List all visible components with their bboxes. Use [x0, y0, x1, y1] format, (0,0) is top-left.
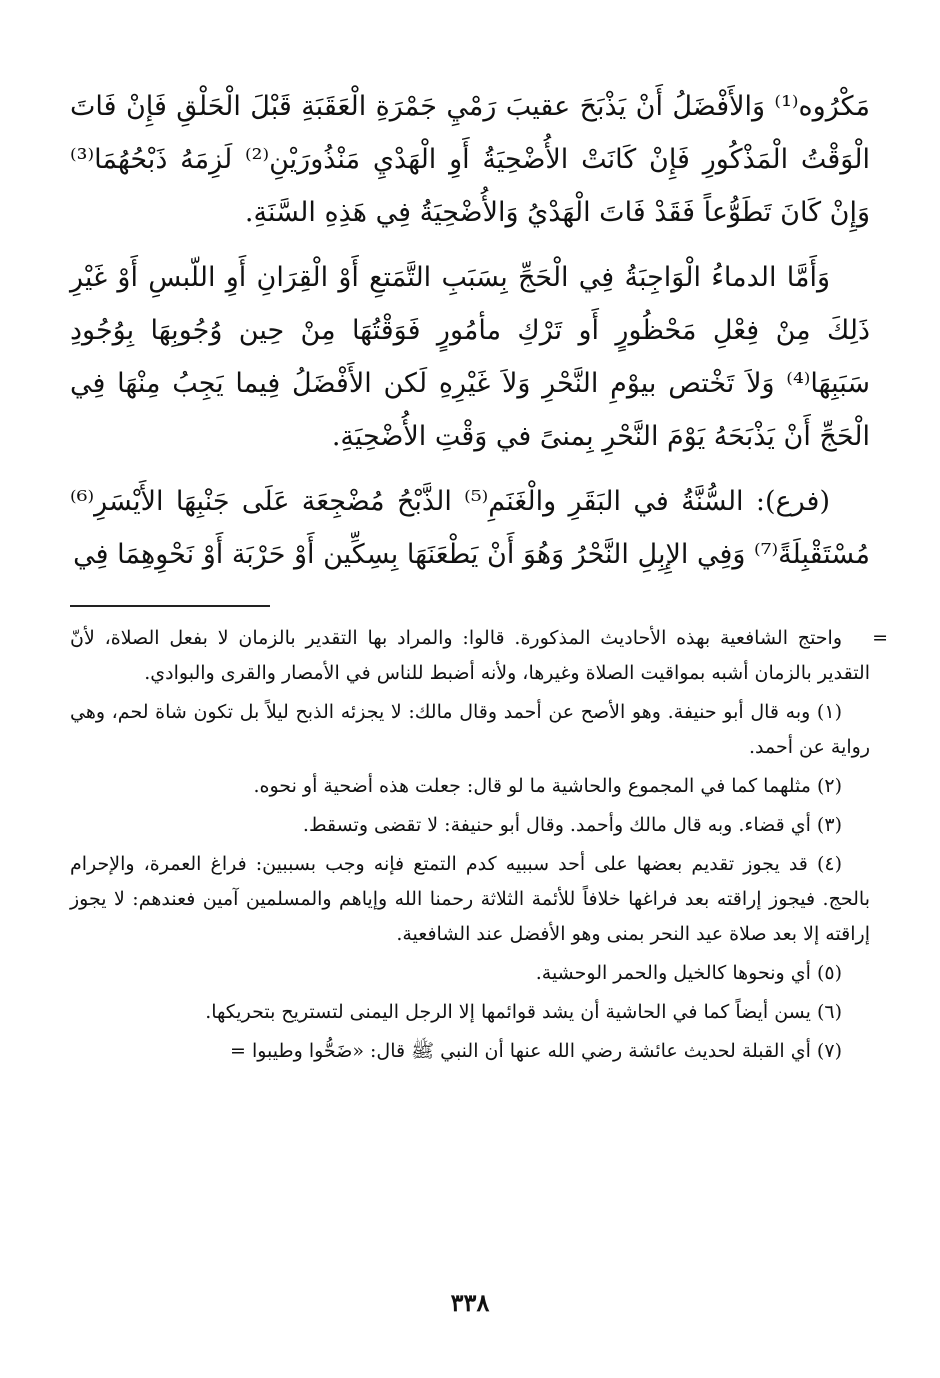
- footnote: (٤) قد يجوز تقديم بعضها على أحد سببيه كدم التمتع فإنه وجب بسببين: فراغ العمرة، والإحرام بالحج. فيجوز إراقته بعد فراغها خلافاً للأئمة الثلاثة رحمنا الله وإياهم والمسلمين آمين فعندهم: لا يجوز إراقته إلا بعد صلاة عيد النحر بمنى وهو الأفضل عند الشافعية.: [70, 853, 870, 945]
- main-paragraph: وَأَمَّا الدماءُ الْوَاجِبَةُ فِي الْحَجِّ بِسَبَبِ التَّمَتعِ أَوْ الْقِرَانِ أَوِ اللّبسِ أَوْ غَيْرِ ذَلِكَ مِنْ فِعْلِ مَحْظُورٍ أَو تَرْكِ مأمُورٍ فَوَقْتُهَا مِنْ حِين وُجُوبِهَا بِوُجُودِ سَبَبِهَا⁽⁴⁾ وَلاَ تَخْتص بيوْمِ النَّحْرِ وَلاَ غَيْرِهِ لَكن الأَفْضَلُ فِيما يَجِبُ مِنْهَا فِي الْحَجِّ أَنْ يَذْبَحَهُ يَوْمَ النَّحْرِ بِمنىً في وَقْتِ الأُضْحِيَةِ.: [70, 262, 870, 452]
- main-paragraph: (فرع): السُّنَّةُ في البَقَرِ والْغَنَمِ⁽⁵⁾ الذَّبْحُ مُضْجِعَة عَلَى جَنْبِهَا الأَيْسَرِ⁽⁶⁾ مُسْتَقْبِلَةً⁽⁷⁾ وَفِي الإِبِلِ النَّحْرُ وَهُوَ أَنْ يَطْعَنَهَا بِسِكِّين أَوْ حَرْبَة أَوْ نَحْوِهِمَا فِي: [70, 486, 870, 570]
- continuation-mark: =: [872, 627, 888, 649]
- footnote: (١) وبه قال أبو حنيفة. وهو الأصح عن أحمد وقال مالك: لا يجزئه الذبح ليلاً بل تكون شاة لحم، وهي رواية عن أحمد.: [70, 701, 870, 758]
- main-paragraph: مَكْرُوه⁽¹⁾ وَالأَفْضَلُ أَنْ يَذْبَحَ عقيبَ رَمْيِ جَمْرَةِ الْعَقَبَةِ قَبْلَ الْحَلْقِ فَإِنْ فَاتَ الْوَقْتُ الْمَذْكُورِ فَإِنْ كَانَتْ الأُضْحِيَةُ أَوِ الْهَدْيِ مَنْذُورَيْنِ⁽²⁾ لَزِمَهُ ذَبْحُهُمَا⁽³⁾ وَإِنْ كَانَ تَطَوُّعاً فَقَدْ فَاتَ الْهَدْيُ وَالأُضْحِيَةُ فِي هَذِهِ السَّنَةِ.: [70, 91, 870, 228]
- footnote: (٣) أي قضاء. وبه قال مالك وأحمد. وقال أبو حنيفة: لا تقضى وتسقط.: [302, 814, 842, 836]
- footnote-separator: [70, 605, 270, 607]
- footnote: (٦) يسن أيضاً كما في الحاشية أن يشد قوائمها إلا الرجل اليمنى لتستريح بتحريكها.: [205, 1001, 842, 1023]
- footnote: (٧) أي القبلة لحديث عائشة رضي الله عنها أن النبي ﷺ قال: «ضَحُّوا وطيبوا =: [229, 1040, 842, 1062]
- page-number: ٣٣٨: [450, 1288, 490, 1317]
- main-text: [70, 80, 870, 581]
- page-body: [70, 80, 888, 1073]
- footnote: واحتج الشافعية بهذه الأحاديث المذكورة. قالوا: والمراد بها التقدير بالزمان لا بفعل الصلاة، لأنّ التقدير بالزمان أشبه بمواقيت الصلاة وغيرها، ولأنه أضبط للناس في الأمصار والقرى والبوادي.: [70, 627, 870, 684]
- footnote: (٥) أي ونحوها كالخيل والحمر الوحشية.: [535, 962, 842, 984]
- footnotes: [70, 621, 888, 1069]
- footnote: (٢) مثلهما كما في المجموع والحاشية ما لو قال: جعلت هذه أضحية أو نحوه.: [253, 775, 842, 797]
